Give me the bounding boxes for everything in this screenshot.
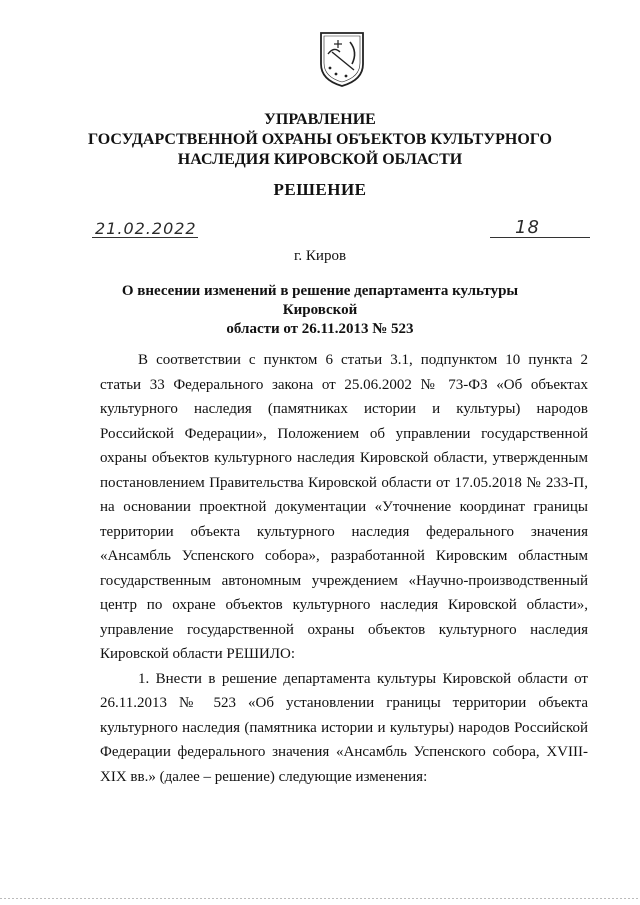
document-type: РЕШЕНИЕ (273, 180, 367, 199)
clause-1-paragraph: 1. Внести в решение департамента культуры Кировской области от 26.11.2013 № 523 «Об установлении границы территории объекта культурного наследия (памятника истории и культуры) народов Российской Федерации федерального значения «Ансамбль Успенского собора, XVIII-XIX вв.» (далее – решение) следующие изменения: (100, 670, 588, 785)
document-body (100, 348, 588, 789)
issuing-authority (60, 110, 580, 170)
org-line-3: НАСЛЕДИЯ КИРОВСКОЙ ОБЛАСТИ (177, 151, 463, 168)
decision-subject (90, 282, 550, 339)
org-line-1: УПРАВЛЕНИЕ (264, 111, 376, 128)
subject-line-2: области от 26.11.2013 № 523 (226, 321, 414, 337)
page-bottom-divider (0, 898, 640, 899)
subject-line-1: О внесении изменений в решение департамента культуры Кировской (121, 283, 519, 318)
decision-date: 21.02.2022 (95, 219, 197, 238)
city-name: г. Киров (293, 248, 347, 264)
kirov-coat-of-arms-icon (318, 30, 366, 88)
org-line-2: ГОСУДАРСТВЕННОЙ ОХРАНЫ ОБЪЕКТОВ КУЛЬТУРНОГО (88, 131, 552, 148)
preamble-paragraph: В соответствии с пунктом 6 статьи 3.1, подпунктом 10 пункта 2 статьи 33 Федерального закона от 25.06.2002 № 73-ФЗ «Об объектах культурного наследия (памятниках истории и культуры) народов Российской Федерации», Положением об управлении государственной охраны объектов культурного наследия Кировской области, утвержденным постановлением Правительства Кировской области от 17.05.2018 № 233-П, на основании проектной документации «Уточнение координат границы территории объекта культурного наследия федерального значения «Ансамбль Успенского собора», разработанной Кировским областным государственным автономным учреждением «Научно-производственный центр по охране объектов культурного наследия Кировской области», управление государственной охраны объектов культурного наследия Кировской области РЕШИЛО: (100, 352, 588, 662)
number-underline (490, 237, 590, 238)
date-underline (92, 237, 198, 238)
decision-number: 18 (515, 217, 540, 238)
